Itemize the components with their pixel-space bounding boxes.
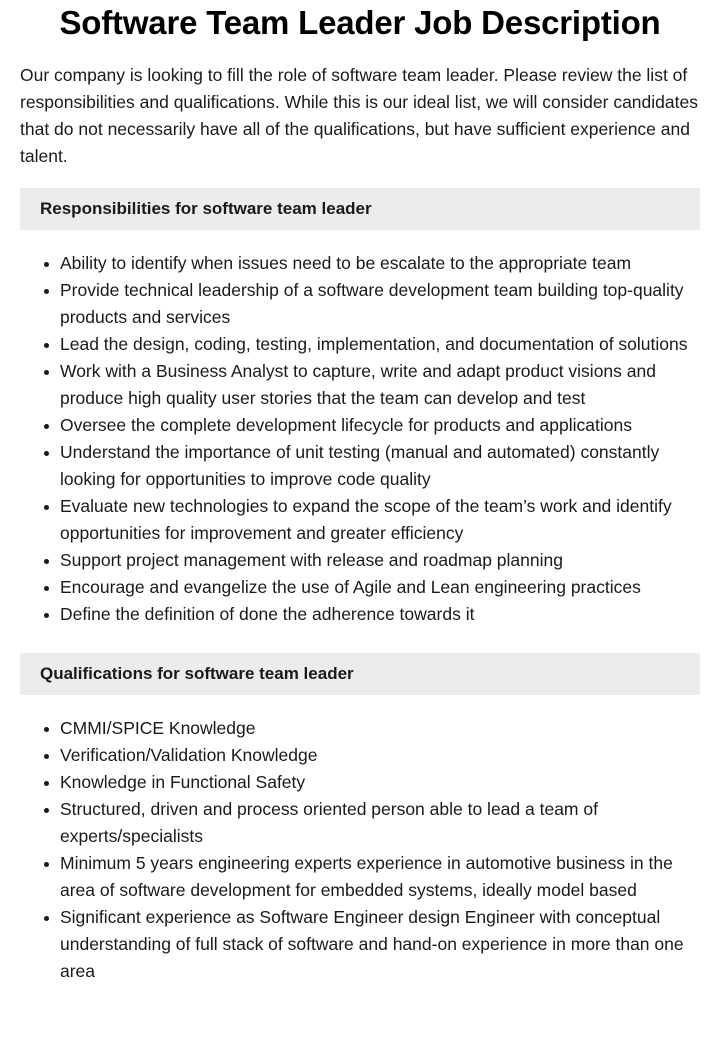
page-title: Software Team Leader Job Description: [59, 4, 661, 41]
list-item: Lead the design, coding, testing, implementation, and documentation of solutions: [60, 331, 700, 358]
list-item: Define the definition of done the adherence towards it: [60, 601, 700, 628]
list-item: Work with a Business Analyst to capture, write and adapt product visions and produce high quality user stories that the team can develop and test: [60, 358, 700, 412]
list-item: Significant experience as Software Engineer design Engineer with conceptual understanding of full stack of software and hand-on experience in more than one area: [60, 904, 700, 985]
list-item: Minimum 5 years engineering experts experience in automotive business in the area of software development for embedded systems, ideally model based: [60, 850, 700, 904]
qualifications-list: [20, 715, 700, 985]
list-item: Evaluate new technologies to expand the scope of the team’s work and identify opportunities for improvement and greater efficiency: [60, 493, 700, 547]
responsibilities-heading: Responsibilities for software team leader: [20, 188, 700, 230]
list-item: Support project management with release and roadmap planning: [60, 547, 700, 574]
list-item: CMMI/SPICE Knowledge: [60, 715, 700, 742]
list-item: Structured, driven and process oriented person able to lead a team of experts/specialists: [60, 796, 700, 850]
list-item: Ability to identify when issues need to be escalate to the appropriate team: [60, 250, 700, 277]
qualifications-heading: Qualifications for software team leader: [20, 653, 700, 695]
list-item: Understand the importance of unit testing (manual and automated) constantly looking for opportunities to improve code quality: [60, 439, 700, 493]
list-item: Provide technical leadership of a software development team building top-quality products and services: [60, 277, 700, 331]
intro-paragraph: Our company is looking to fill the role of software team leader. Please review the list of responsibilities and qualifications. While this is our ideal list, we will consider candidates that do not necessarily have all of the qualifications, but have sufficient experience and talent.: [20, 65, 698, 166]
list-item: Encourage and evangelize the use of Agile and Lean engineering practices: [60, 574, 700, 601]
list-item: Oversee the complete development lifecycle for products and applications: [60, 412, 700, 439]
list-item: Knowledge in Functional Safety: [60, 769, 700, 796]
responsibilities-list: [20, 250, 700, 628]
list-item: Verification/Validation Knowledge: [60, 742, 700, 769]
